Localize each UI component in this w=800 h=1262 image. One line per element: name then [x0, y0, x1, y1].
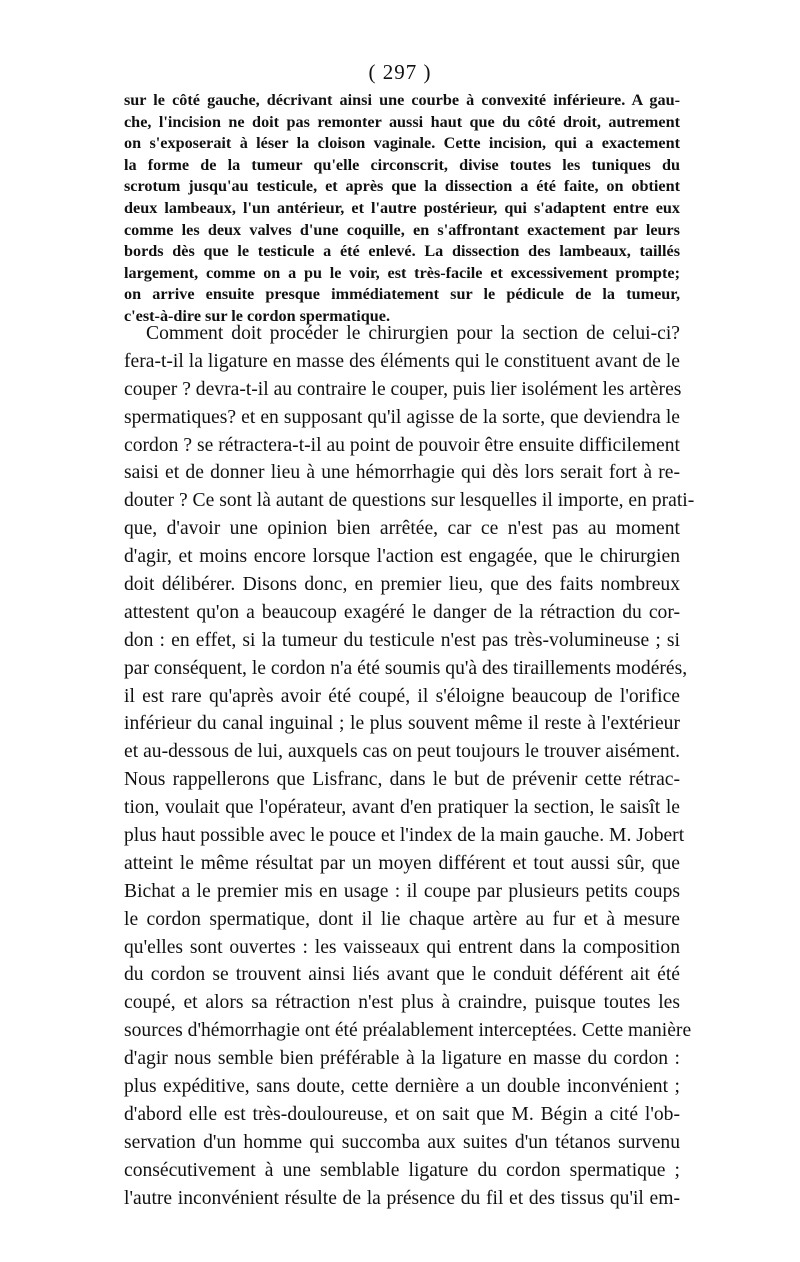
text-line: du cordon se trouvent ainsi liés avant que le conduit déférent ait été [124, 964, 680, 986]
text-line: sources d'hémorrhagie ont été préalablement interceptées. Cette manière [124, 1020, 692, 1042]
text-line: consécutivement à une semblable ligature du cordon spermatique ; [124, 1159, 680, 1181]
text-line: que, d'avoir une opinion bien arrêtée, car ce n'est pas au moment [124, 518, 680, 540]
paragraph-main-text [124, 320, 695, 1213]
text-line: comme les deux valves d'une coquille, en s'affrontant exactement par leurs [124, 220, 680, 239]
text-line: attestent qu'on a beaucoup exagéré le danger de la rétraction du cor- [124, 601, 680, 623]
text-line: fera-t-il la ligature en masse des éléments qui le constituent avant de le [124, 350, 680, 372]
text-line: saisi et de donner lieu à une hémorrhagie qui dès lors serait fort à re- [124, 462, 680, 484]
text-line: deux lambeaux, l'un antérieur, et l'autre postérieur, qui s'adaptent entre eux [124, 198, 680, 217]
text-line: d'agir nous semble bien préférable à la ligature en masse du cordon : [124, 1048, 680, 1070]
text-line: on s'exposerait à léser la cloison vaginale. Cette incision, qui a exactement [124, 134, 680, 153]
text-line: d'abord elle est très-douloureuse, et on sait que M. Bégin a cité l'ob- [124, 1103, 680, 1125]
text-line: sur le côté gauche, décrivant ainsi une courbe à convexité inférieure. A gau- [124, 91, 680, 109]
text-line: Nous rappellerons que Lisfranc, dans le but de prévenir cette rétrac- [124, 769, 680, 791]
text-line: le cordon spermatique, dont il lie chaque artère au fur et à mesure [124, 908, 680, 930]
text-line: scrotum jusqu'au testicule, et après que la dissection a été faite, on obtient [124, 177, 680, 196]
text-line: Bichat a le premier mis en usage : il coupe par plusieurs petits coups [124, 880, 680, 902]
text-line: tion, voulait que l'opérateur, avant d'en pratiquer la section, le saisît le [124, 797, 680, 819]
text-line: par conséquent, le cordon n'a été soumis qu'à des tiraillements modérés, [124, 657, 688, 679]
text-line: servation d'un homme qui succomba aux suites d'un tétanos survenu [124, 1131, 680, 1153]
text-line: douter ? Ce sont là autant de questions sur lesquelles il importe, en prati- [124, 490, 695, 512]
text-line: inférieur du canal inguinal ; le plus souvent même il reste à l'extérieur [124, 713, 680, 735]
text-line: Comment doit procéder le chirurgien pour la section de celui-ci? [146, 323, 680, 344]
text-line: largement, comme on a pu le voir, est très-facile et excessivement prompte; [124, 263, 680, 282]
text-line: cordon ? se rétractera-t-il au point de pouvoir être ensuite difficilement [124, 434, 680, 456]
text-line: c'est-à-dire sur le cordon spermatique. [124, 306, 391, 325]
text-line: plus haut possible avec le pouce et l'index de la main gauche. M. Jobert [124, 825, 685, 847]
text-line: doit délibérer. Disons donc, en premier lieu, que des faits nombreux [124, 574, 680, 596]
text-line: on arrive ensuite presque immédiatement sur le pédicule de la tumeur, [124, 285, 680, 304]
text-line: don : en effet, si la tumeur du testicule n'est pas très-volumineuse ; si [124, 629, 680, 651]
paragraph-small-print [124, 90, 680, 328]
text-line: l'autre inconvénient résulte de la présence du fil et des tissus qu'il em- [124, 1187, 680, 1209]
text-line: d'agir, et moins encore lorsque l'action est engagée, que le chirurgien [124, 546, 680, 568]
text-line: couper ? devra-t-il au contraire le couper, puis lier isolément les artères [124, 378, 682, 400]
text-line: coupé, et alors sa rétraction n'est plus à craindre, puisque toutes les [124, 992, 680, 1014]
text-line: spermatiques? et en supposant qu'il agisse de la sorte, que deviendra le [124, 406, 680, 428]
page-number: ( 297 ) [368, 60, 432, 84]
text-line: bords dès que le testicule a été enlevé. La dissection des lambeaux, taillés [124, 242, 680, 261]
text-line: plus expéditive, sans doute, cette dernière a un double inconvénient ; [124, 1076, 680, 1098]
text-line: il est rare qu'après avoir été coupé, il s'éloigne beaucoup de l'orifice [124, 685, 680, 707]
text-line: che, l'incision ne doit pas remonter aussi haut que du côté droit, autrement [124, 112, 680, 131]
text-line: qu'elles sont ouvertes : les vaisseaux qui entrent dans la composition [124, 936, 680, 958]
text-line: atteint le même résultat par un moyen différent et tout aussi sûr, que [124, 852, 680, 874]
text-line: la forme de la tumeur qu'elle circonscrit, divise toutes les tuniques du [124, 155, 680, 174]
text-line: et au-dessous de lui, auxquels cas on peut toujours le trouver aisément. [124, 741, 680, 763]
